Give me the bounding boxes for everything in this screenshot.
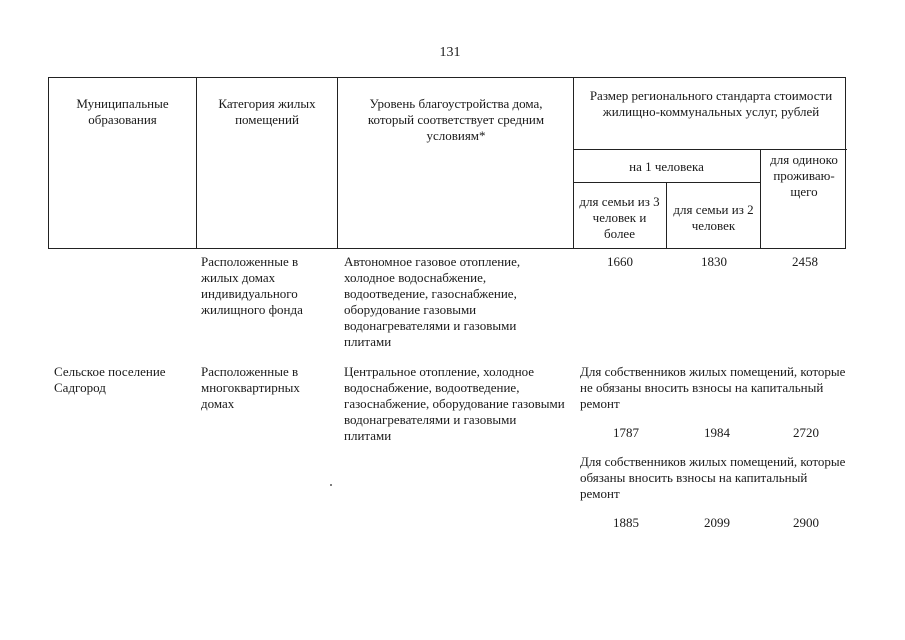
- header-level: Уровень благоустройства дома, который соответствует средним условиям*: [367, 96, 545, 143]
- scan-speck: [330, 484, 332, 486]
- divider: [573, 149, 847, 150]
- header-family3: для семьи из 3 человек и более: [579, 194, 660, 241]
- row2-c-value-family2: 2099: [704, 515, 730, 530]
- row2-note-no-contrib: Для собственников жилых помещений, которые не обязаны вносить взносы на капитальный ремонт: [580, 364, 846, 411]
- row2-c-value-family3: 1885: [613, 515, 639, 530]
- row1-value-family2: 1830: [701, 254, 727, 269]
- table-header: [48, 77, 846, 249]
- row2-level: Центральное отопление, холодное водоснабжение, водоотведение, газоснабжение, оборудование газовыми водонагревателями и газовыми плитами: [344, 364, 565, 443]
- row2-note-contrib: Для собственников жилых помещений, которые обязаны вносить взносы на капитальный ремонт: [580, 454, 846, 501]
- row2-municipality: Сельское поселение Садгород: [54, 364, 166, 395]
- header-category: Категория жилых помещений: [218, 96, 316, 127]
- row1-level: Автономное газовое отопление, холодное водоснабжение, водоотведение, газоснабжение, оборудование газовыми водонагревателями и газовыми плитами: [344, 254, 521, 349]
- header-municipality: Муниципальные образования: [76, 96, 169, 127]
- row2-category: Расположенные в многоквартирных домах: [201, 364, 300, 411]
- page-number: 131: [439, 45, 461, 60]
- row1-value-single: 2458: [792, 254, 818, 269]
- header-family2: для семьи из 2 человек: [673, 202, 754, 233]
- divider: [573, 182, 760, 183]
- row2-nc-value-family3: 1787: [613, 425, 639, 440]
- row2-c-value-single: 2900: [793, 515, 819, 530]
- divider: [337, 78, 338, 248]
- row2-nc-value-family2: 1984: [704, 425, 730, 440]
- header-per-person: на 1 человека: [629, 159, 704, 174]
- header-size: Размер регионального стандарта стоимости жилищно-коммунальных услуг, рублей: [589, 88, 833, 119]
- header-single: для одиноко проживаю-щего: [770, 152, 838, 199]
- row1-value-family3: 1660: [607, 254, 633, 269]
- divider: [760, 149, 761, 248]
- divider: [196, 78, 197, 248]
- row1-category: Расположенные в жилых домах индивидуального жилищного фонда: [201, 254, 303, 317]
- row2-nc-value-single: 2720: [793, 425, 819, 440]
